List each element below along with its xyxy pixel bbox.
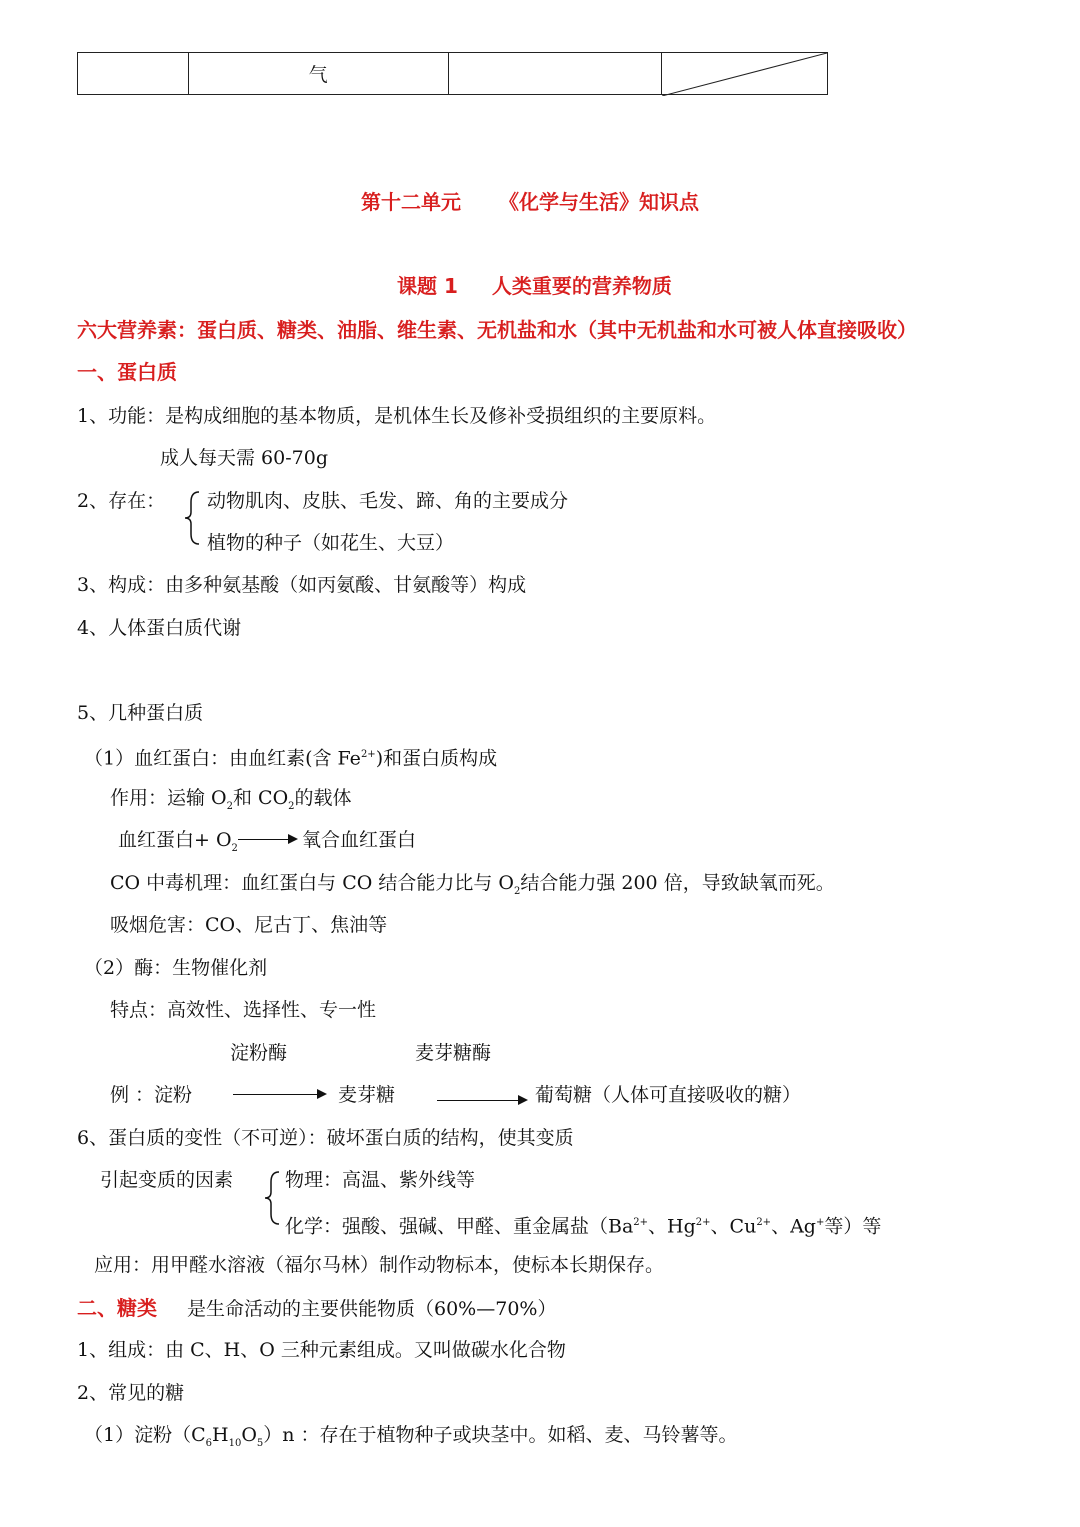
protein-kinds: 5、几种蛋白质	[77, 702, 204, 724]
table-cell	[448, 53, 662, 95]
subscript: 10	[228, 1437, 242, 1449]
superscript: +	[815, 1217, 825, 1228]
text: （1）淀粉（C	[84, 1424, 206, 1446]
protein-metabolism: 4、人体蛋白质代谢	[77, 617, 242, 639]
starch-line	[84, 1422, 738, 1457]
superscript: 2+	[756, 1217, 772, 1228]
lesson-title	[397, 273, 672, 299]
hemoglobin-text: （1）血红蛋白：由血红素(含 Fe	[84, 747, 361, 770]
section-heading-protein: 一、蛋白质	[77, 360, 177, 384]
text: 作用：运输 O	[110, 787, 227, 809]
lesson-name: 人类重要的营养物质	[491, 274, 672, 298]
smoking-harm: 吸烟危害：CO、尼古丁、焦油等	[110, 914, 388, 936]
brace-icon	[263, 1170, 281, 1226]
enzyme-traits: 特点：高效性、选择性、专一性	[110, 999, 377, 1021]
lesson-number: 课题 1	[397, 274, 458, 298]
text: 、Ag	[771, 1215, 816, 1238]
example-label: 例 ：淀粉	[110, 1084, 193, 1106]
text: ）n ：存在于植物种子或块茎中。如稻、麦、马铃薯等。	[263, 1424, 738, 1446]
factor-physical: 物理：高温、紫外线等	[285, 1169, 476, 1191]
superscript: 2+	[633, 1217, 649, 1228]
subscript: 2	[226, 800, 233, 812]
enzyme-amylase: 淀粉酶	[230, 1042, 288, 1064]
subscript: 2	[513, 885, 521, 897]
protein-application: 应用：用甲醛水溶液（福尔马林）制作动物标本，使标本长期保存。	[94, 1254, 665, 1276]
table-cell-diagonal	[662, 53, 828, 95]
protein-function: 1、功能：是构成细胞的基本物质，是机体生长及修补受损组织的主要原料。	[77, 405, 717, 427]
enzyme-maltase: 麦芽糖酶	[415, 1042, 492, 1064]
protein-composition: 3、构成：由多种氨基酸（如丙氨酸、甘氨酸等）构成	[77, 574, 527, 596]
glucose: 葡萄糖（人体可直接吸收的糖）	[535, 1084, 802, 1106]
subscript: 2	[288, 800, 295, 812]
text: H	[212, 1424, 229, 1446]
hemoglobin-text-end: )和蛋白质构成	[375, 747, 498, 770]
table-cell: 气	[188, 53, 448, 95]
unit-title	[361, 189, 699, 215]
hemoglobin-role	[110, 785, 352, 820]
unit-name: 《化学与生活》知识点	[499, 190, 699, 214]
subscript: 5	[256, 1437, 264, 1449]
protein-exist-plant: 植物的种子（如花生、大豆）	[207, 532, 455, 554]
reaction-right: 氧合血红蛋白	[302, 829, 417, 851]
text: 和 CO	[233, 787, 289, 809]
table-cell	[78, 53, 189, 95]
arrow-icon	[437, 1100, 526, 1101]
factor-chemical	[285, 1210, 881, 1239]
text: O	[241, 1424, 257, 1446]
protein-exist-animal: 动物肌肉、皮肤、毛发、蹄、角的主要成分	[207, 490, 569, 512]
hemoglobin-line	[84, 742, 497, 771]
enzyme-title: （2）酶：生物催化剂	[84, 957, 268, 979]
sugar-composition: 1、组成：由 C、H、O 三种元素组成。又叫做碳水化合物	[77, 1339, 566, 1361]
brace-icon	[183, 490, 201, 546]
text: 、Hg	[648, 1215, 696, 1238]
subscript: 2	[231, 842, 238, 854]
sugar-heading-note: 是生命活动的主要供能物质（60%—70%）	[187, 1298, 557, 1320]
six-nutrients: 六大营养素：蛋白质、糖类、油脂、维生素、无机盐和水（其中无机盐和水可被人体直接吸收）	[77, 318, 917, 342]
diagonal-line	[662, 53, 827, 96]
top-table	[77, 52, 828, 95]
text: 等）等	[824, 1215, 882, 1238]
text: CO 中毒机理：血红蛋白与 CO 结合能力比与 O	[110, 872, 514, 894]
protein-exist-label: 2、存在：	[77, 490, 166, 512]
sugar-common: 2、常见的糖	[77, 1382, 185, 1404]
text: 的载体	[294, 787, 352, 809]
superscript: 2+	[695, 1217, 711, 1228]
section-heading-sugar: 二、糖类	[77, 1296, 157, 1320]
text: 、Cu	[710, 1215, 757, 1238]
section-heading-sugar-line	[77, 1295, 556, 1322]
text: 血红蛋白+ O	[118, 829, 232, 851]
maltose: 麦芽糖	[338, 1084, 396, 1106]
protein-daily: 成人每天需 60-70g	[160, 447, 328, 469]
subscript: 6	[205, 1437, 213, 1449]
denature-factor-label: 引起变质的因素	[100, 1169, 234, 1191]
arrow-icon	[233, 1094, 325, 1095]
co-poisoning	[110, 870, 835, 905]
reaction-left	[118, 827, 238, 862]
protein-denature: 6、蛋白质的变性（不可逆）：破坏蛋白质的结构，使其变质	[77, 1127, 574, 1149]
text: 化学：强酸、强碱、甲醛、重金属盐（Ba	[285, 1215, 634, 1238]
arrow-icon	[238, 839, 296, 840]
text: 结合能力强 200 倍，导致缺氧而死。	[520, 872, 835, 894]
unit-number: 第十二单元	[361, 190, 461, 214]
superscript: 2+	[360, 749, 376, 760]
